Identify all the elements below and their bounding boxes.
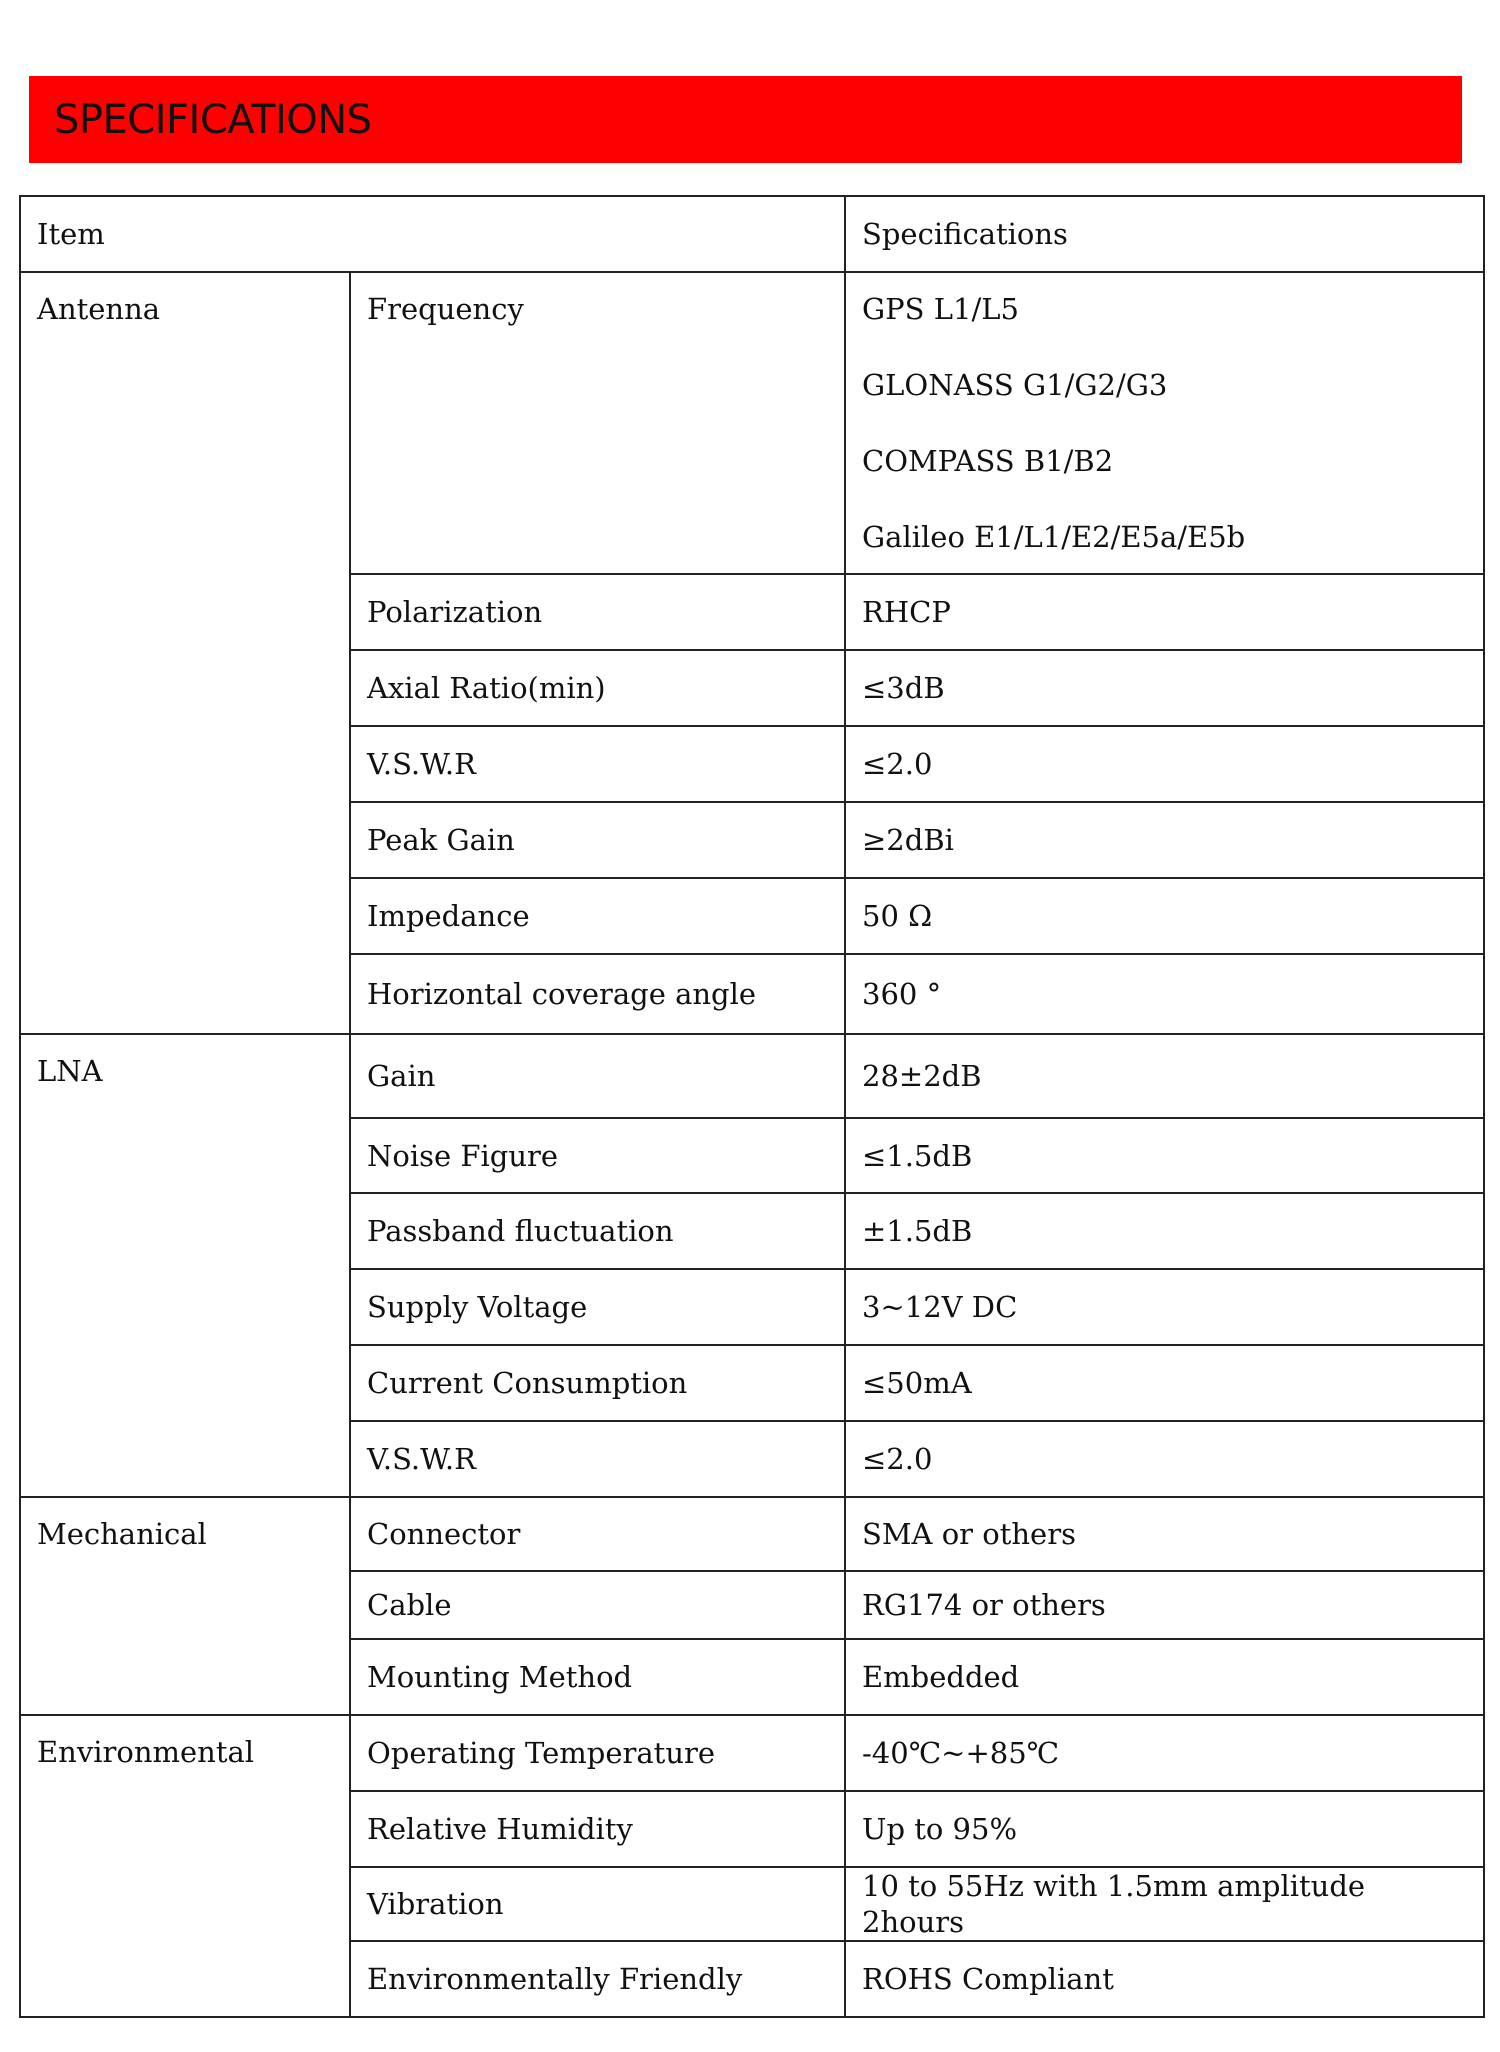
param-mounting-method: Mounting Method <box>350 1639 845 1715</box>
param-peak-gain: Peak Gain <box>350 802 845 878</box>
param-supply-voltage: Supply Voltage <box>350 1269 845 1345</box>
param-horizontal-coverage: Horizontal coverage angle <box>350 954 845 1034</box>
category-environmental: Environmental <box>20 1715 350 2017</box>
value-vswr: ≤2.0 <box>845 726 1484 802</box>
value-cable: RG174 or others <box>845 1571 1484 1639</box>
value-connector: SMA or others <box>845 1497 1484 1571</box>
category-lna: LNA <box>20 1034 350 1497</box>
param-frequency: Frequency <box>350 272 845 574</box>
value-environmentally-friendly: ROHS Compliant <box>845 1941 1484 2017</box>
param-polarization: Polarization <box>350 574 845 650</box>
frequency-value: GPS L1/L5 <box>862 292 1019 326</box>
value-operating-temperature: -40℃~+85℃ <box>845 1715 1484 1791</box>
param-lna-vswr: V.S.W.R <box>350 1421 845 1497</box>
param-cable: Cable <box>350 1571 845 1639</box>
table-row <box>20 1497 1484 1571</box>
frequency-value: Galileo E1/L1/E2/E5a/E5b <box>862 520 1246 554</box>
param-operating-temperature: Operating Temperature <box>350 1715 845 1791</box>
category-antenna: Antenna <box>20 272 350 1034</box>
specifications-table <box>19 195 1485 2018</box>
value-axial-ratio: ≤3dB <box>845 650 1484 726</box>
param-passband-fluctuation: Passband fluctuation <box>350 1193 845 1269</box>
param-connector: Connector <box>350 1497 845 1571</box>
value-gain: 28±2dB <box>845 1034 1484 1118</box>
category-mechanical: Mechanical <box>20 1497 350 1715</box>
table-header-row <box>20 196 1484 272</box>
banner-title: SPECIFICATIONS <box>54 97 372 143</box>
value-impedance: 50 Ω <box>845 878 1484 954</box>
param-relative-humidity: Relative Humidity <box>350 1791 845 1867</box>
value-vibration: 10 to 55Hz with 1.5mm amplitude 2hours <box>845 1867 1484 1941</box>
param-vswr: V.S.W.R <box>350 726 845 802</box>
param-gain: Gain <box>350 1034 845 1118</box>
table-row <box>20 1715 1484 1791</box>
value-horizontal-coverage: 360 ° <box>845 954 1484 1034</box>
frequency-value: GLONASS G1/G2/G3 <box>862 368 1168 402</box>
value-relative-humidity: Up to 95% <box>845 1791 1484 1867</box>
value-passband-fluctuation: ±1.5dB <box>845 1193 1484 1269</box>
value-noise-figure: ≤1.5dB <box>845 1118 1484 1193</box>
header-item: Item <box>20 196 845 272</box>
param-vibration: Vibration <box>350 1867 845 1941</box>
header-specifications: Specifications <box>845 196 1484 272</box>
frequency-values <box>845 272 1484 574</box>
value-supply-voltage: 3~12V DC <box>845 1269 1484 1345</box>
frequency-value: COMPASS B1/B2 <box>862 444 1114 478</box>
value-mounting-method: Embedded <box>845 1639 1484 1715</box>
param-noise-figure: Noise Figure <box>350 1118 845 1193</box>
table-row <box>20 272 1484 574</box>
param-axial-ratio: Axial Ratio(min) <box>350 650 845 726</box>
param-impedance: Impedance <box>350 878 845 954</box>
table-row <box>20 1034 1484 1118</box>
value-current-consumption: ≤50mA <box>845 1345 1484 1421</box>
value-polarization: RHCP <box>845 574 1484 650</box>
specifications-banner <box>29 76 1462 163</box>
param-environmentally-friendly: Environmentally Friendly <box>350 1941 845 2017</box>
value-peak-gain: ≥2dBi <box>845 802 1484 878</box>
param-current-consumption: Current Consumption <box>350 1345 845 1421</box>
value-lna-vswr: ≤2.0 <box>845 1421 1484 1497</box>
